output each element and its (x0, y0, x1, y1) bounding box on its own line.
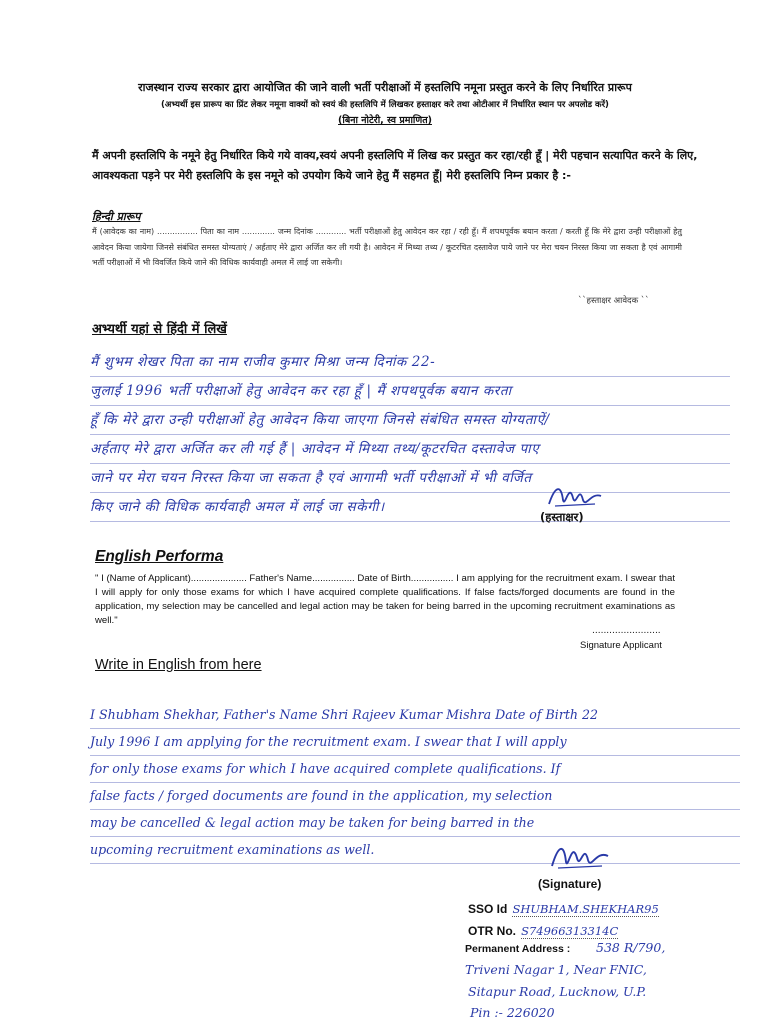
sso-id-label: SSO Id (468, 902, 508, 916)
form-title: राजस्थान राज्य सरकार द्वारा आयोजित की जाने वाली भर्ती परीक्षाओं में हस्तलिपि नमूना प्रस्तुत करने के लिए निर्धारित प्रारूप (138, 81, 632, 94)
english-signature-dots: ........................ (592, 626, 661, 636)
hindi-handwritten-line: मैं शुभम शेखर पिता का नाम राजीव कुमार मिश्रा जन्म दिनांक 22- (90, 348, 730, 377)
intro-paragraph: मैं अपनी हस्तलिपि के नमूने हेतु निर्धारित किये गये वाक्य,स्वयं अपनी हस्तलिपि में लिख कर प्रस्तुत कर रहा/रही हूँ | मेरी पहचान सत्यापित करने के लिए, आवश्यकता पड़ने पर मेरी हस्तलिपि के इस नमूने को उपयोग किये जाने हेतु मैं सहमत हूँ| मेरी हस्तलिपि निम्न प्रकार है :- (92, 149, 698, 182)
permanent-address-label: Permanent Address : (465, 943, 571, 955)
hindi-write-heading: अभ्यर्थी यहां से हिंदी में लिखें (92, 322, 227, 337)
hindi-signature-mark (545, 478, 605, 512)
english-form-heading: English Performa (95, 548, 224, 565)
english-handwritten-block (90, 702, 740, 864)
hindi-handwritten-line: जाने पर मेरा चयन निरस्त किया जा सकता है एवं आगामी भर्ती परीक्षाओं में भी वर्जित (90, 464, 730, 493)
english-form-text: " I (Name of Applicant)..................... Father's Name................ Date of Birth................ I am applying for the recruitment exam. I swear that I will apply for only those exams for which I have acquired complete qualifications. If false facts/forged documents are found in the application, my selection may be cancelled and legal action may be taken for being barred in the upcoming recruitment examinations as well." (95, 573, 675, 626)
address-line: Pin :- 226020 (470, 1005, 555, 1020)
address-line: Triveni Nagar 1, Near FNIC, (465, 962, 647, 977)
hindi-form-text: मैं (आवेदक का नाम) ................ पिता का नाम ............. जन्म दिनांक ............ भर्ती परीक्षाओं हेतु आवेदन कर रहा / रही हूँ। मैं शपथपूर्वक बयान करता / करती हूँ कि मेरे द्वारा उन्ही परीक्षाओं हेतु आवेदन किया जायेगा जिनसे संबंधित समस्त योग्यताएं / अर्हताए मेरे द्वारा अर्जित कर ली गयी है। आवेदन में मिथ्या तथ्य / कूटरचित दस्तावेज पाये जाने पर मेरा चयन निरस्त किया जा सकता है एवं आगामी भर्ती परीक्षाओं में भी विवर्जित किये जाने की विधिक कार्यवाही अमल में लाई जा सकेगी। (92, 227, 682, 267)
sso-id-value: SHUBHAM.SHEKHAR95 (512, 902, 659, 916)
english-signature-mark (548, 836, 612, 874)
address-line: 538 R/790, (596, 940, 666, 955)
english-signature-label: (Signature) (538, 877, 602, 891)
form-instruction: (अभ्यर्थी इस प्रारूप का प्रिंट लेकर नमूना वाक्यों को स्वयं की हस्तलिपि में लिखकर हस्ताक्षर करे तथा ओटीआर में निर्धारित स्थान पर अपलोड करें) (161, 100, 609, 110)
hindi-handwritten-line: किए जाने की विधिक कार्यवाही अमल में लाई जा सकेगी। (90, 493, 730, 522)
hindi-handwritten-line: हूँ कि मेरे द्वारा उन्ही परीक्षाओं हेतु आवेदन किया जाएगा जिनसे संबंधित समस्त योग्यताऐं/ (90, 406, 730, 435)
english-handwritten-line: upcoming recruitment examinations as well. (90, 837, 740, 864)
otr-no-label: OTR No. (468, 924, 516, 938)
address-line: Sitapur Road, Lucknow, U.P. (468, 984, 647, 999)
english-handwritten-line: July 1996 I am applying for the recruitment exam. I swear that I will apply (90, 729, 740, 756)
hindi-signature-label: (हस्ताक्षर) (540, 510, 584, 524)
sso-id-row (468, 898, 659, 917)
hindi-handwritten-line: अर्हताए मेरे द्वारा अर्जित कर ली गई हैं | आवेदन में मिथ्या तथ्य/कूटरचित दस्तावेज पाए (90, 435, 730, 464)
hindi-form-heading: हिन्दी प्रारूप (92, 210, 141, 223)
english-handwritten-line: for only those exams for which I have acquired complete qualifications. If (90, 756, 740, 783)
otr-no-row (468, 920, 618, 939)
hindi-handwritten-line: जुलाई 1996 भर्ती परीक्षाओं हेतु आवेदन कर रहा हूँ | मैं शपथपूर्वक बयान करता (90, 377, 730, 406)
hindi-signature-line: ``हस्ताक्षर आवेदक `` (578, 296, 650, 306)
english-handwritten-line: I Shubham Shekhar, Father's Name Shri Rajeev Kumar Mishra Date of Birth 22 (90, 702, 740, 729)
form-note: (बिना नोटेरी, स्व प्रमाणित) (338, 115, 432, 126)
english-handwritten-line: may be cancelled & legal action may be taken for being barred in the (90, 810, 740, 837)
english-signature-line: Signature Applicant (580, 640, 662, 651)
english-handwritten-line: false facts / forged documents are found in the application, my selection (90, 783, 740, 810)
english-write-heading: Write in English from here (95, 657, 262, 673)
hindi-handwritten-block (90, 348, 730, 522)
otr-no-value: S74966313314C (521, 924, 619, 938)
